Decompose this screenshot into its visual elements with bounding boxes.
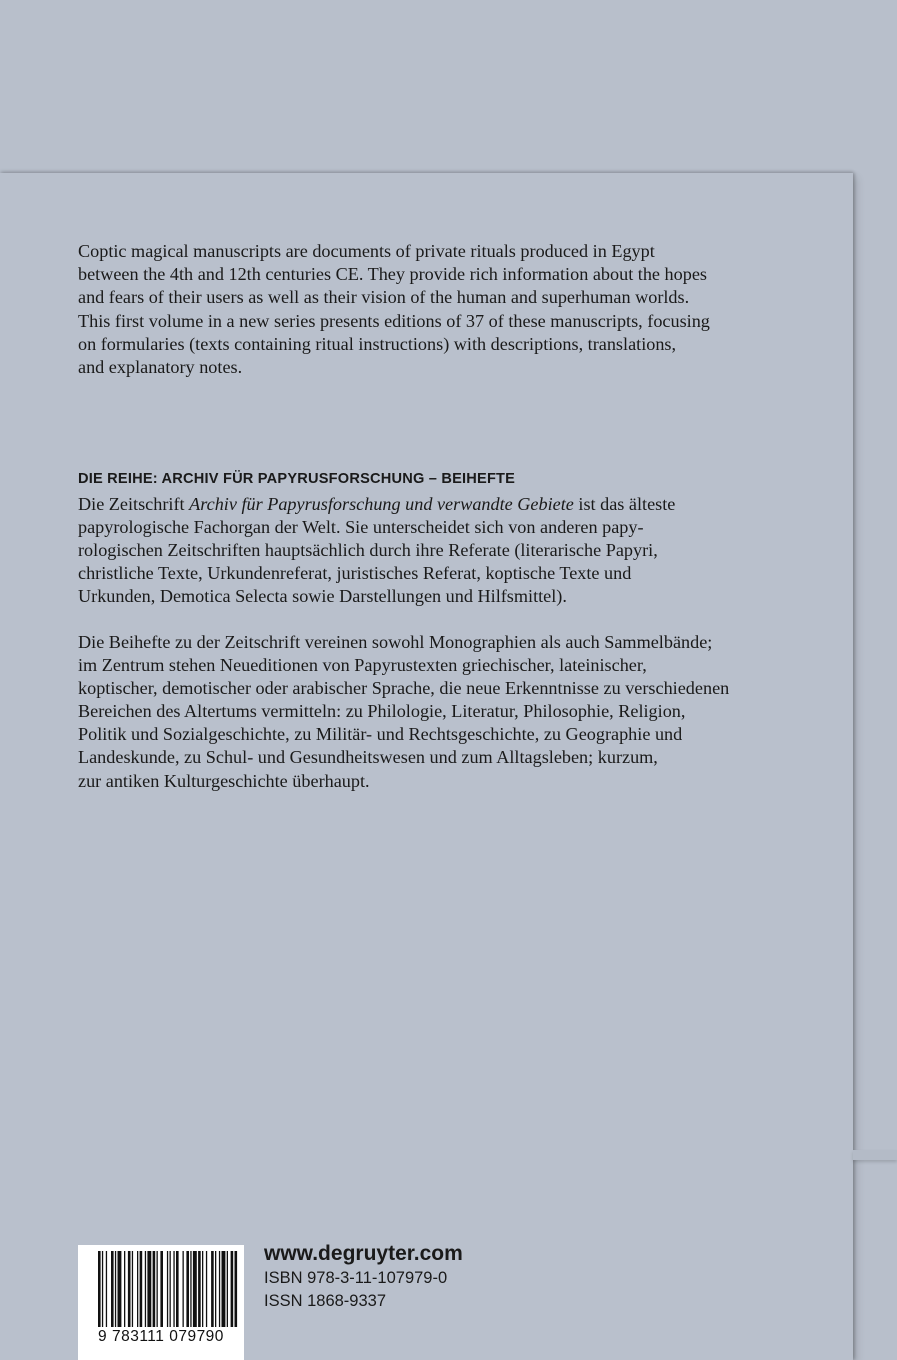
journal-title: Archiv für Papyrusforschung und verwandte Gebiete xyxy=(189,494,574,514)
supplements-line: koptischer, demotischer oder arabischer Sprache, die neue Erkenntnisse zu verschiedenen xyxy=(78,678,730,699)
isbn-number: ISBN 978-3-11-107979-0 xyxy=(264,1269,448,1287)
supplements-line: Die Beihefte zu der Zeitschrift vereinen sowohl Monographien als auch Sammelbände; xyxy=(78,632,713,652)
supplements-line: Politik und Sozialgeschichte, zu Militär- und Rechtsgeschichte, zu Geographie und xyxy=(78,724,683,745)
text-segment: Die Zeitschrift xyxy=(78,494,190,514)
blurb-line: between the 4th and 12th centuries CE. They provide rich information about the hopes xyxy=(78,264,707,285)
issn-number: ISSN 1868-9337 xyxy=(264,1292,387,1310)
series-description-first-line xyxy=(78,493,778,516)
isbn-barcode xyxy=(78,1245,244,1360)
supplements-description xyxy=(78,631,778,793)
series-description-line: papyrologische Fachorgan der Welt. Sie unterscheidet sich von anderen papy- xyxy=(78,517,644,538)
series-heading: DIE REIHE: ARCHIV FÜR PAPYRUSFORSCHUNG – BEIHEFTE xyxy=(78,471,516,487)
blurb-line: Coptic magical manuscripts are documents of private rituals produced in Egypt xyxy=(78,241,655,261)
supplements-line: im Zentrum stehen Neueditionen von Papyrustexten griechischer, lateinischer, xyxy=(78,655,647,676)
blurb-line: and explanatory notes. xyxy=(78,357,243,378)
publisher-info xyxy=(264,1241,463,1313)
publisher-url[interactable]: www.degruyter.com xyxy=(264,1242,463,1265)
supplements-line: Landeskunde, zu Schul- und Gesundheitswesen und zum Alltagsleben; kurzum, xyxy=(78,747,658,768)
series-description xyxy=(78,493,778,608)
series-description-line: rologischen Zeitschriften hauptsächlich durch ihre Referate (literarische Papyri, xyxy=(78,540,658,561)
text-segment: ist das älteste xyxy=(573,494,676,514)
supplements-line: Bereichen des Altertums vermitteln: zu Philologie, Literatur, Philosophie, Religion, xyxy=(78,701,686,722)
blurb-line: on formularies (texts containing ritual instructions) with descriptions, translations, xyxy=(78,333,677,354)
supplements-line: zur antiken Kulturgeschichte überhaupt. xyxy=(78,770,370,791)
series-description-line: Urkunden, Demotica Selecta sowie Darstellungen und Hilfsmittel). xyxy=(78,586,567,607)
series-description-line: christliche Texte, Urkundenreferat, juristisches Referat, koptische Texte und xyxy=(78,563,632,584)
barcode-bars xyxy=(78,1245,244,1327)
book-blurb xyxy=(78,240,788,379)
blurb-line: and fears of their users as well as their vision of the human and superhuman worlds. xyxy=(78,287,690,308)
blurb-line: This first volume in a new series presents editions of 37 of these manuscripts, focusing xyxy=(78,310,710,331)
cover-edge-shadow xyxy=(853,1150,897,1160)
barcode-digits: 9 783111 079790 xyxy=(98,1328,224,1345)
